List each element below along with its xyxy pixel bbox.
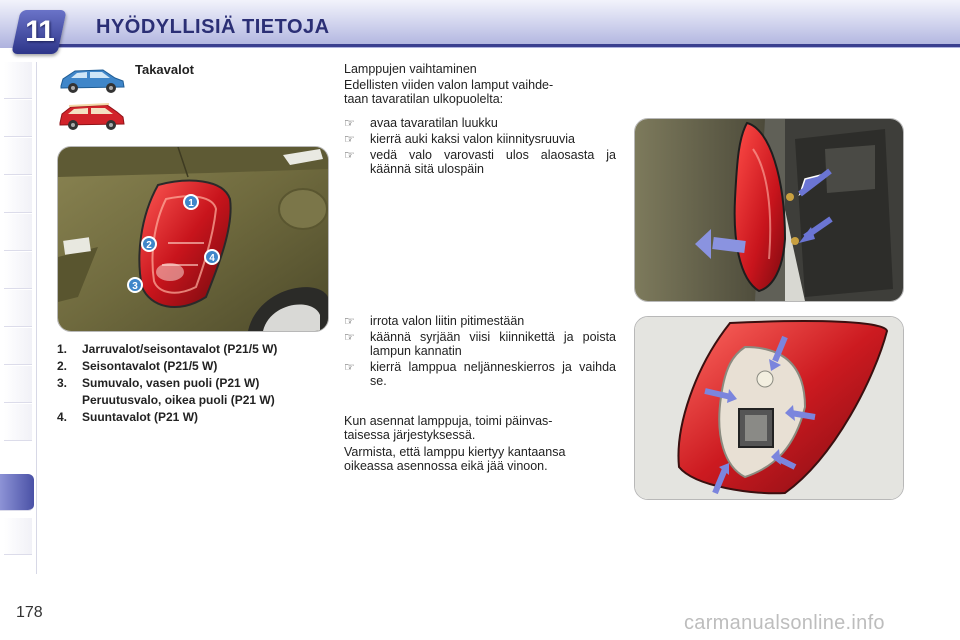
pointing-hand-icon: ☞: [344, 148, 355, 162]
legend-item: 4. Suuntavalot (P21 W): [57, 410, 199, 424]
pointing-hand-icon: ☞: [344, 330, 355, 344]
page-number: 178: [16, 604, 43, 621]
chapter-tab[interactable]: [4, 100, 32, 137]
step-item: ☞ kierrä auki kaksi valon kiinnitysruuvia: [344, 132, 575, 146]
chapter-tab[interactable]: [4, 328, 32, 365]
step-item: ☞ käännä syrjään viisi kiinnikettä ja poista lampun kannatin: [344, 330, 616, 358]
chapter-tab[interactable]: [4, 62, 32, 99]
page-title: HYÖDYLLISIÄ TIETOJA: [96, 16, 330, 38]
car-hatchback-blue-icon: [57, 66, 127, 96]
chapter-tab[interactable]: [4, 138, 32, 175]
intro-line: Edellisten viiden valon lamput vaihde-: [344, 78, 554, 92]
header-divider: [58, 44, 960, 47]
section-title: Takavalot: [135, 62, 195, 77]
chapter-tab[interactable]: [4, 252, 32, 289]
callout-1: 1: [188, 198, 194, 209]
car-sw-red-icon: [57, 100, 127, 134]
bulb-legend: [57, 341, 277, 426]
legend-item: Peruutusvalo, oikea puoli (P21 W): [82, 393, 275, 407]
step-item: ☞ vedä valo varovasti ulos alaosasta ja käännä sitä ulospäin: [344, 148, 616, 176]
pointing-hand-icon: ☞: [344, 132, 355, 146]
legend-item: 2. Seisontavalot (P21/5 W): [57, 359, 218, 373]
chapter-tab-active[interactable]: [0, 474, 34, 511]
pointing-hand-icon: ☞: [344, 314, 355, 328]
chapter-number: 11: [25, 15, 53, 48]
chapter-tab-strip: [0, 62, 37, 574]
note-line: Kun asennat lamppuja, toimi päinvas-: [344, 414, 553, 428]
chapter-tab[interactable]: [4, 214, 32, 251]
step-item: ☞ avaa tavaratilan luukku: [344, 116, 498, 130]
pointing-hand-icon: ☞: [344, 360, 355, 374]
pointing-hand-icon: ☞: [344, 116, 355, 130]
tail-light-photo: [57, 146, 329, 332]
note-line: taisessa järjestyksessä.: [344, 428, 476, 442]
chapter-tab[interactable]: [4, 518, 32, 555]
trunk-lamp-photo: [634, 118, 904, 302]
chapter-tab[interactable]: [4, 366, 32, 403]
lamp-unit-photo: [634, 316, 904, 500]
chapter-tab[interactable]: [4, 176, 32, 213]
watermark[interactable]: carmanualsonline.info: [684, 612, 885, 634]
note-line: Varmista, että lamppu kiertyy kantaansa: [344, 445, 566, 459]
chapter-tab[interactable]: [4, 290, 32, 327]
intro-line: taan tavaratilan ulkopuolelta:: [344, 92, 504, 106]
lamp-change-heading: Lamppujen vaihtaminen: [344, 62, 477, 76]
note-line: oikeassa asennossa eikä jää vinoon.: [344, 459, 548, 473]
callout-3: 3: [132, 281, 138, 292]
chapter-tab[interactable]: [4, 404, 32, 441]
step-item: ☞ kierrä lamppua neljänneskierros ja vaihda se.: [344, 360, 616, 388]
callout-2: 2: [146, 240, 152, 251]
callout-4: 4: [209, 253, 215, 264]
legend-item: 1. Jarruvalot/seisontavalot (P21/5 W): [57, 342, 278, 356]
legend-item: 3. Sumuvalo, vasen puoli (P21 W): [57, 376, 260, 390]
step-item: ☞ irrota valon liitin pitimestään: [344, 314, 525, 328]
